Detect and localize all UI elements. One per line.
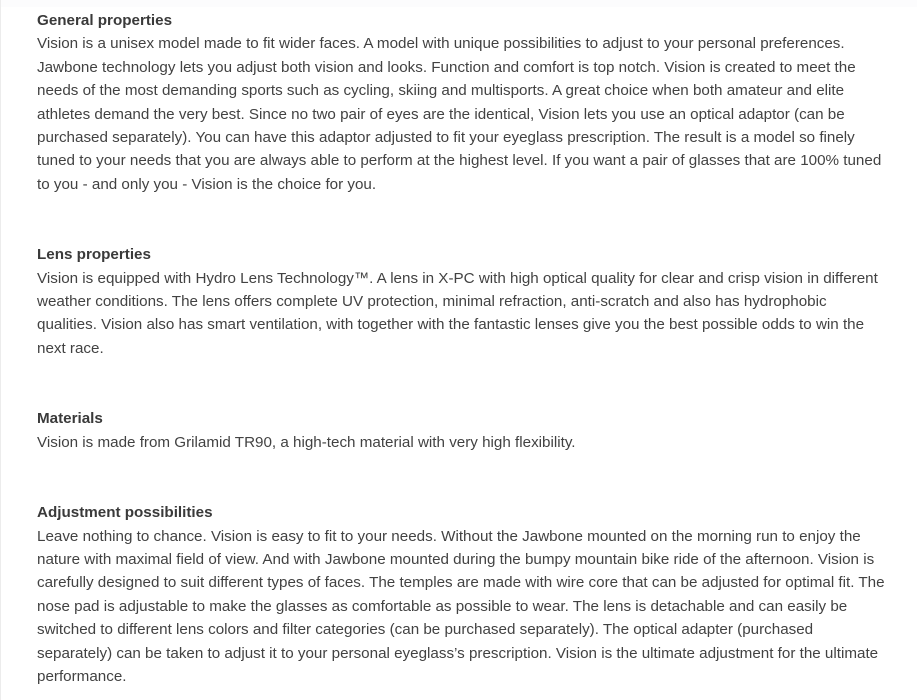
section-general-properties: [37, 9, 890, 196]
product-description-content: [37, 9, 890, 688]
section-materials: [37, 407, 890, 454]
top-edge-divider: [1, 0, 917, 7]
adjustment-possibilities-heading: Adjustment possibilities: [37, 504, 213, 522]
materials-text: Vision is made from Grilamid TR90, a high-tech material with very high flexibility.: [37, 433, 576, 451]
lens-properties-text: Vision is equipped with Hydro Lens Technology™. A lens in X-PC with high optical quality for clear and crisp vision in different weather conditions. The lens offers complete UV protection, minimal refraction, anti-scratch and also has hydrophobic qualities. Vision also has smart ventilation, with together with the fantastic lenses give you the best possible odds to win the next race.: [37, 269, 878, 357]
general-properties-text: Vision is a unisex model made to fit wider faces. A model with unique possibilities to adjust to your personal preferences. Jawbone technology lets you adjust both vision and looks. Function and comfort is top notch. Vision is created to meet the needs of the most demanding sports such as cycling, skiing and multisports. A great choice when both amateur and elite athletes demand the very best. Since no two pair of eyes are the identical, Vision lets you use an optical adaptor (can be purchased separately). You can have this adaptor adjusted to fit your eyeglass prescription. The result is a model so finely tuned to your needs that you are always able to perform at the highest level. If you want a pair of glasses that are 100% tuned to you - and only you - Vision is the choice for you.: [37, 35, 882, 193]
general-properties-heading: General properties: [37, 12, 173, 29]
section-lens-properties: [37, 243, 890, 360]
section-adjustment-possibilities: [37, 501, 890, 688]
materials-heading: Materials: [37, 410, 103, 428]
lens-properties-heading: Lens properties: [37, 246, 151, 264]
adjustment-possibilities-text: Leave nothing to chance. Vision is easy to fit to your needs. Without the Jawbone mounted on the morning run to enjoy the nature with maximal field of view. And with Jawbone mounted during the bumpy mountain bike ride of the afternoon. Vision is carefully designed to suit different types of faces. The temples are made with wire core that can be adjusted for optimal fit. The nose pad is adjustable to make the glasses as comfortable as possible to wear. The lens is detachable and can easily be switched to different lens colors and filter categories (can be purchased separately). The optical adapter (purchased separately) can be taken to adjust it to your personal eyeglass’s prescription. Vision is the ultimate adjustment for the ultimate performance.: [37, 527, 885, 685]
